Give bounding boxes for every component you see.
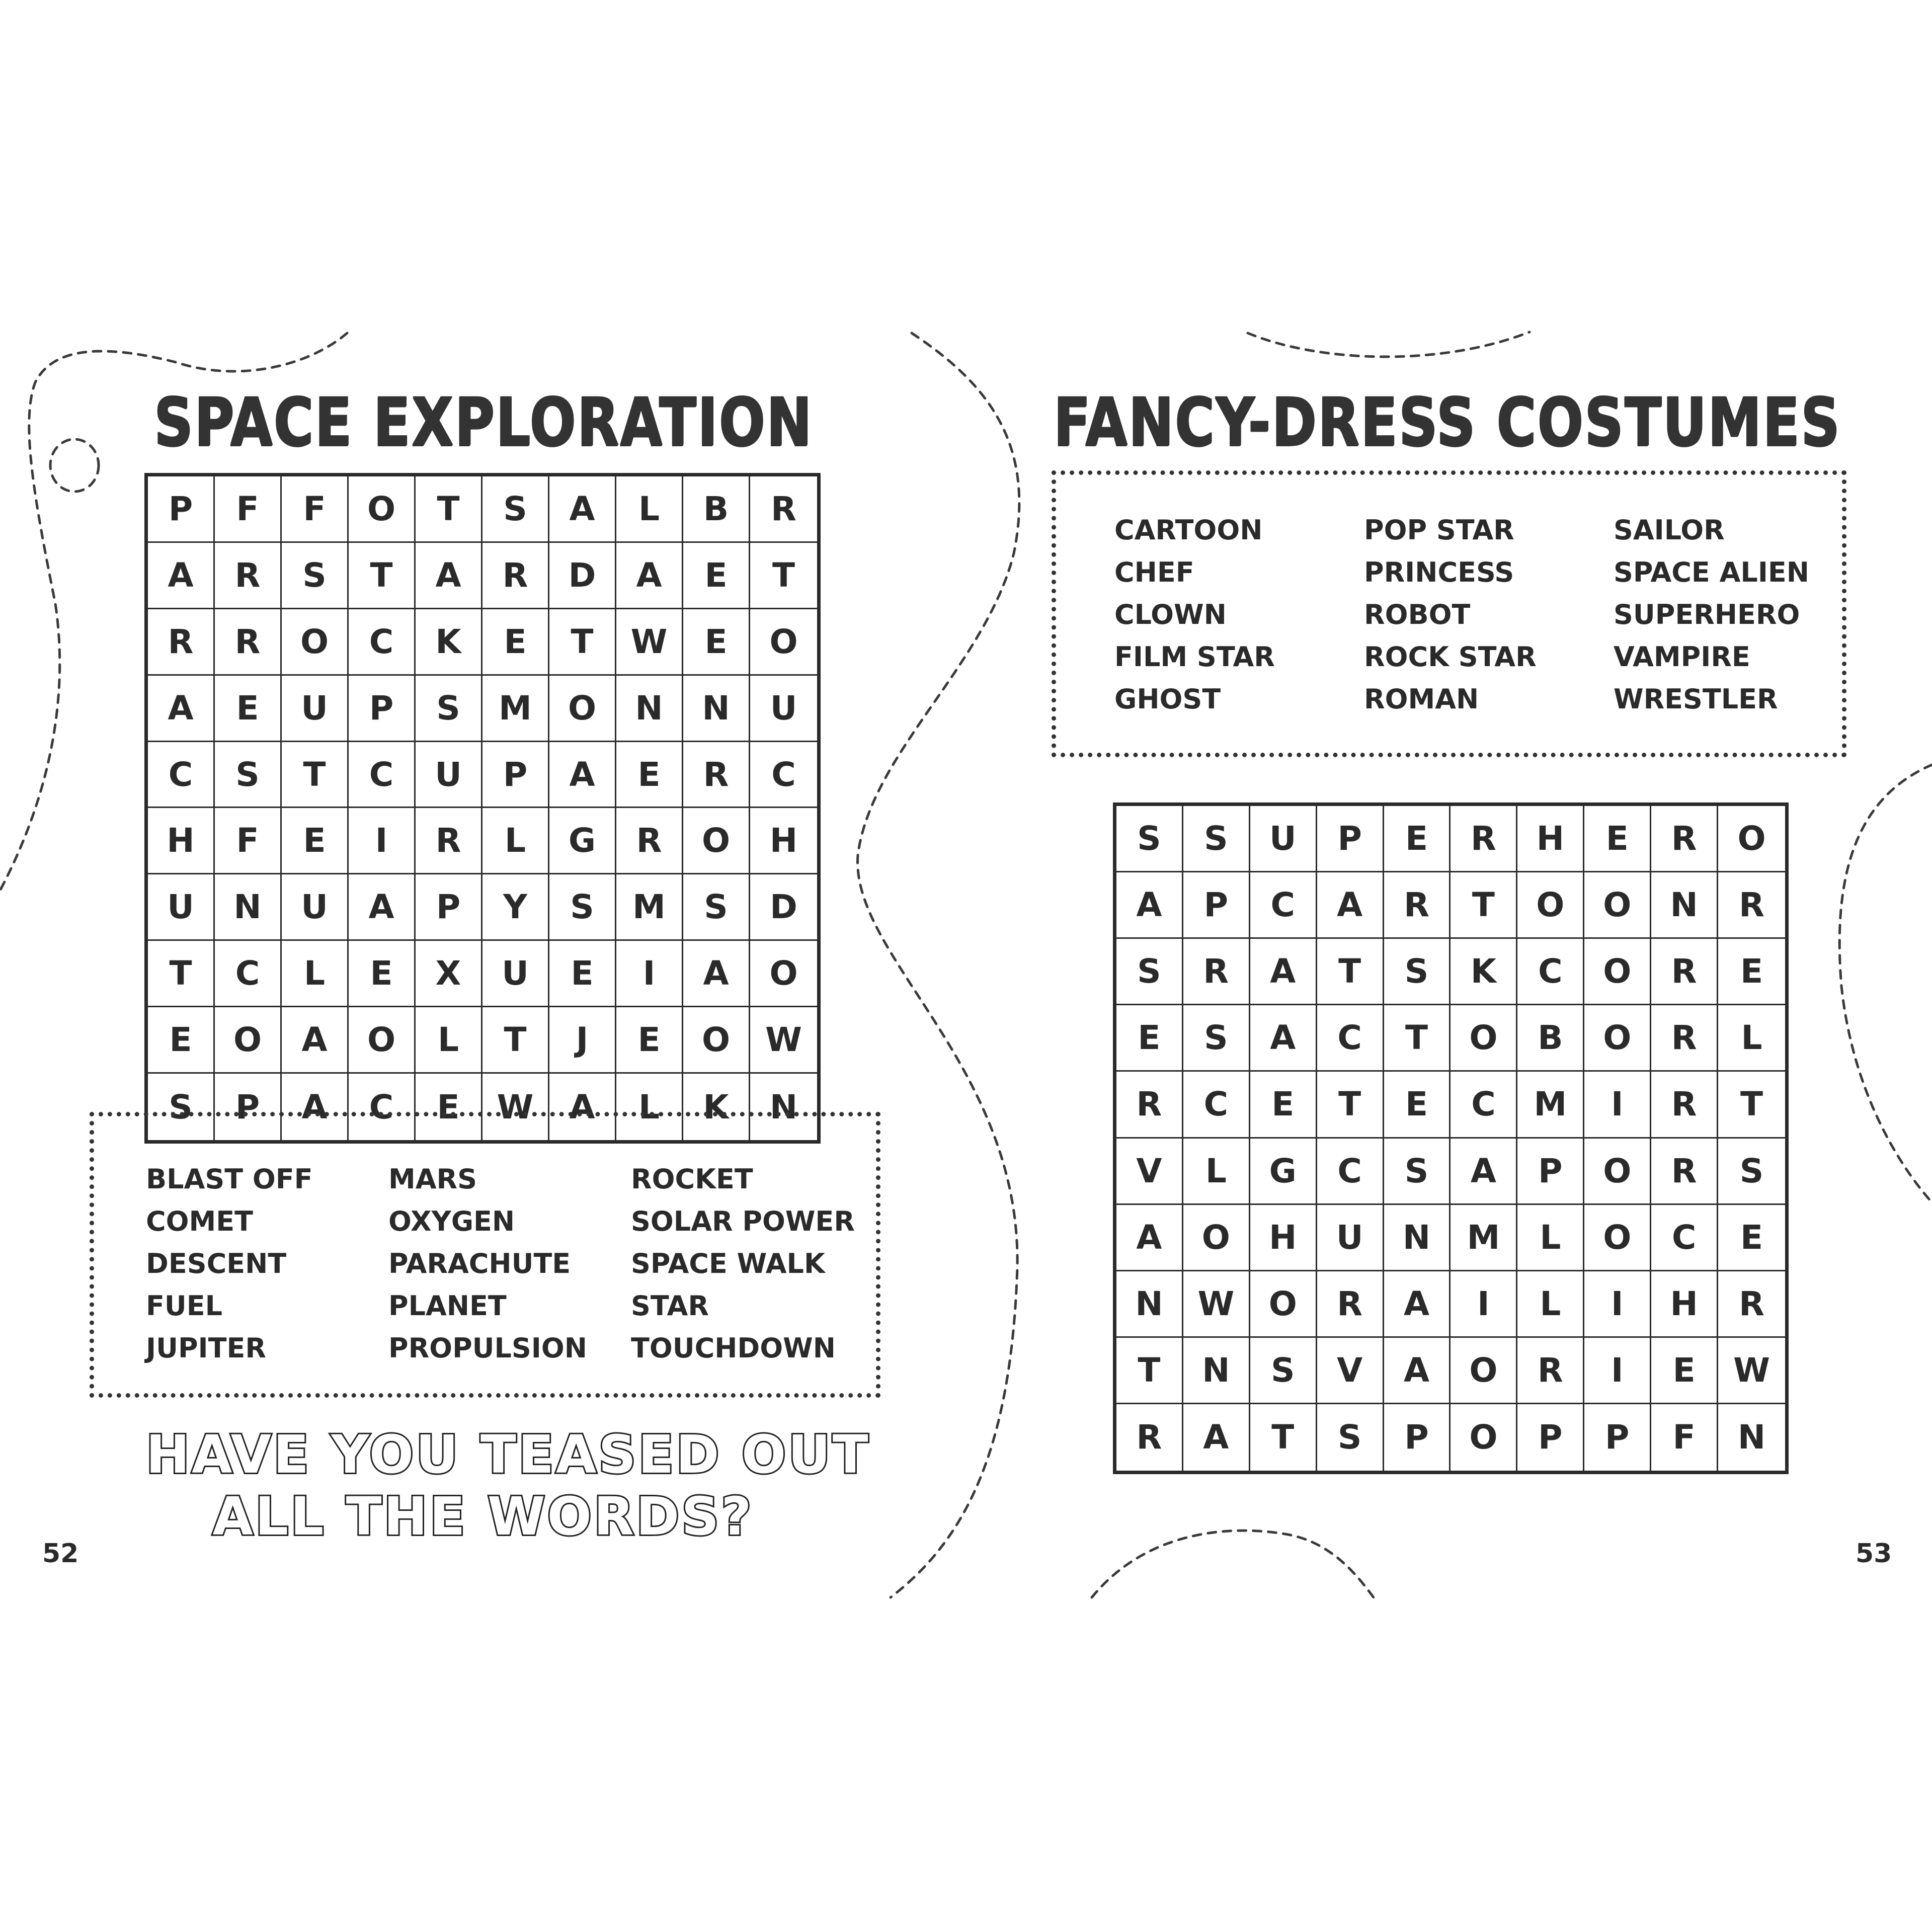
grid-cell: S	[1183, 1005, 1250, 1072]
grid-cell: A	[1183, 1404, 1250, 1471]
grid-cell: O	[1584, 1139, 1651, 1205]
grid-cell: N	[215, 874, 282, 941]
page-number-left: 52	[42, 1539, 79, 1569]
grid-cell: O	[1250, 1271, 1317, 1338]
grid-cell: L	[1718, 1005, 1785, 1072]
grid-cell: E	[148, 1007, 215, 1074]
grid-cell: O	[215, 1007, 282, 1074]
grid-cell: L	[616, 476, 683, 543]
word-list-item: STAR	[631, 1290, 709, 1322]
grid-cell: L	[482, 808, 549, 874]
grid-cell: M	[482, 676, 549, 742]
grid-cell: E	[416, 1074, 482, 1140]
word-list-item: SOLAR POWER	[631, 1205, 855, 1237]
grid-cell: E	[349, 941, 416, 1007]
grid-cell: A	[148, 543, 215, 609]
grid-cell: D	[750, 874, 817, 941]
grid-cell: H	[750, 808, 817, 874]
grid-cell: C	[1250, 872, 1317, 939]
grid-cell: A	[616, 543, 683, 609]
grid-cell: U	[1317, 1205, 1384, 1271]
grid-cell: T	[1250, 1404, 1317, 1471]
grid-cell: S	[683, 874, 750, 941]
grid-cell: I	[1584, 1338, 1651, 1404]
space-exploration-title: SPACE EXPLORATION	[153, 383, 813, 461]
grid-cell: S	[1384, 939, 1451, 1005]
grid-cell: T	[1116, 1338, 1183, 1404]
grid-cell: E	[1116, 1005, 1183, 1072]
grid-cell: I	[1451, 1271, 1517, 1338]
grid-cell: A	[349, 874, 416, 941]
grid-cell: S	[1718, 1139, 1785, 1205]
grid-cell: O	[683, 808, 750, 874]
grid-cell: E	[482, 609, 549, 676]
grid-cell: N	[1651, 872, 1718, 939]
grid-cell: N	[1737, 1418, 1766, 1457]
grid-cell: P	[1584, 1404, 1651, 1471]
grid-cell: E	[1651, 1338, 1718, 1404]
grid-cell: B	[1517, 1005, 1584, 1072]
grid-cell: T	[1451, 872, 1517, 939]
grid-cell: T	[750, 543, 817, 609]
grid-cell: L	[1517, 1205, 1584, 1271]
grid-cell: U	[282, 676, 349, 742]
grid-cell: G	[549, 808, 616, 874]
word-list-item: DESCENT	[146, 1248, 287, 1279]
grid-cell: F	[1651, 1404, 1718, 1471]
grid-cell: M	[1451, 1205, 1517, 1271]
grid-cell: O	[1584, 1205, 1651, 1271]
space-exploration-word-list	[146, 1158, 873, 1370]
grid-cell: F	[215, 808, 282, 874]
grid-cell: W	[1718, 1338, 1785, 1404]
grid-cell: T	[1718, 1072, 1785, 1138]
grid-cell: L	[1183, 1139, 1250, 1205]
grid-cell: A	[1116, 872, 1183, 939]
grid-cell: G	[1250, 1139, 1317, 1205]
grid-cell: O	[1183, 1205, 1250, 1271]
grid-cell: I	[1584, 1072, 1651, 1138]
grid-cell: S	[482, 476, 549, 543]
grid-cell: C	[1517, 939, 1584, 1005]
grid-cell: H	[1250, 1205, 1317, 1271]
grid-cell: O	[1451, 1338, 1517, 1404]
grid-cell: C	[1317, 1005, 1384, 1072]
grid-cell: I	[616, 941, 683, 1007]
word-list-item: ROMAN	[1364, 683, 1479, 715]
grid-cell: P	[1517, 1404, 1584, 1471]
grid-cell: R	[1451, 806, 1517, 872]
grid-cell: U	[148, 874, 215, 941]
word-list-item: WRESTLER	[1614, 683, 1778, 715]
grid-cell: A	[1250, 1005, 1317, 1072]
word-list-item: PARACHUTE	[388, 1248, 571, 1279]
grid-cell: A	[1116, 1205, 1183, 1271]
grid-cell: R	[1651, 939, 1718, 1005]
grid-cell: O	[349, 1007, 416, 1074]
grid-cell: R	[482, 543, 549, 609]
space-exploration-wordsearch-grid	[144, 473, 821, 1144]
grid-cell: I	[349, 808, 416, 874]
grid-cell: T	[1384, 1005, 1451, 1072]
word-list-item: VAMPIRE	[1614, 641, 1750, 673]
grid-cell: O	[1584, 939, 1651, 1005]
grid-cell: U	[282, 874, 349, 941]
fancy-dress-wordsearch-grid	[1113, 802, 1789, 1474]
grid-cell: A	[1384, 1271, 1451, 1338]
word-list-item: ROCK STAR	[1364, 641, 1537, 673]
grid-cell: N	[1183, 1338, 1250, 1404]
grid-cell: L	[1517, 1271, 1584, 1338]
grid-cell: E	[616, 742, 683, 809]
grid-cell: L	[616, 1074, 683, 1140]
word-list-item: SPACE ALIEN	[1614, 556, 1809, 588]
grid-cell: R	[1651, 1139, 1718, 1205]
grid-cell: R	[1116, 1072, 1183, 1138]
grid-cell: O	[1451, 1404, 1517, 1471]
grid-cell: P	[148, 476, 215, 543]
word-list-item: PLANET	[388, 1290, 507, 1322]
grid-cell: S	[1116, 806, 1183, 872]
grid-cell: N	[616, 676, 683, 742]
grid-cell: A	[282, 1007, 349, 1074]
grid-cell: T	[549, 609, 616, 676]
grid-cell: R	[1718, 872, 1785, 939]
grid-cell: O	[750, 609, 817, 676]
grid-cell: M	[616, 874, 683, 941]
word-list-item: TOUCHDOWN	[631, 1332, 836, 1364]
grid-cell: S	[1317, 1404, 1384, 1471]
grid-cell: L	[416, 1007, 482, 1074]
grid-cell: O	[349, 476, 416, 543]
grid-cell: W	[616, 609, 683, 676]
grid-cell: W	[482, 1074, 549, 1140]
word-list-item: FUEL	[146, 1290, 223, 1322]
grid-cell: K	[683, 1074, 750, 1140]
grid-cell: E	[549, 941, 616, 1007]
grid-cell: S	[1250, 1338, 1317, 1404]
grid-cell: O	[1584, 1005, 1651, 1072]
grid-cell: T	[416, 476, 482, 543]
grid-cell: E	[1718, 939, 1785, 1005]
grid-cell: E	[215, 676, 282, 742]
grid-cell: A	[282, 1074, 349, 1140]
word-list-item: ROBOT	[1364, 599, 1471, 630]
grid-cell: A	[1451, 1139, 1517, 1205]
grid-cell: W	[750, 1007, 817, 1074]
grid-cell: R	[683, 742, 750, 809]
grid-cell: A	[1250, 939, 1317, 1005]
grid-cell: E	[1384, 1072, 1451, 1138]
word-list-item: GHOST	[1114, 683, 1221, 715]
grid-cell: C	[215, 941, 282, 1007]
grid-cell: E	[683, 609, 750, 676]
grid-cell: A	[549, 742, 616, 809]
grid-cell: A	[683, 941, 750, 1007]
grid-cell: E	[616, 1007, 683, 1074]
grid-cell: A	[148, 676, 215, 742]
grid-cell: J	[549, 1007, 616, 1074]
grid-cell: V	[1317, 1338, 1384, 1404]
grid-cell: R	[1651, 806, 1718, 872]
grid-cell: O	[1451, 1005, 1517, 1072]
grid-cell: O	[1718, 806, 1785, 872]
grid-cell: F	[215, 476, 282, 543]
grid-cell: C	[1183, 1072, 1250, 1138]
word-list-item: ROCKET	[631, 1163, 753, 1195]
grid-cell: I	[1584, 1271, 1651, 1338]
grid-cell: E	[1384, 806, 1451, 872]
grid-cell: H	[1651, 1271, 1718, 1338]
grid-cell: A	[416, 543, 482, 609]
grid-cell: L	[282, 941, 349, 1007]
grid-cell: R	[1651, 1005, 1718, 1072]
grid-cell: D	[549, 543, 616, 609]
grid-cell: P	[1384, 1404, 1451, 1471]
grid-cell: S	[148, 1074, 215, 1140]
grid-cell: T	[482, 1007, 549, 1074]
tagline	[146, 1424, 870, 1547]
grid-cell: F	[282, 476, 349, 543]
grid-cell: T	[282, 742, 349, 809]
grid-cell: T	[148, 941, 215, 1007]
grid-cell: K	[416, 609, 482, 676]
grid-cell: R	[1384, 872, 1451, 939]
dashed-curve-center-divider	[858, 333, 1019, 1597]
grid-cell: N	[769, 1087, 798, 1126]
grid-cell: T	[349, 543, 416, 609]
word-list-item: FILM STAR	[1114, 641, 1275, 673]
grid-cell: U	[482, 941, 549, 1007]
word-list-item: COMET	[146, 1205, 253, 1237]
grid-cell: R	[616, 808, 683, 874]
grid-cell: E	[683, 543, 750, 609]
grid-cell: U	[750, 676, 817, 742]
grid-cell: V	[1116, 1139, 1183, 1205]
fancy-dress-costumes-title: FANCY-DRESS COSTUMES	[1053, 383, 1840, 461]
grid-cell: E	[282, 808, 349, 874]
grid-cell: R	[1183, 939, 1250, 1005]
grid-cell: K	[1451, 939, 1517, 1005]
grid-cell: C	[349, 1074, 416, 1140]
grid-cell: S	[549, 874, 616, 941]
grid-cell: M	[1517, 1072, 1584, 1138]
grid-cell: R	[215, 609, 282, 676]
fancy-dress-word-list	[1114, 509, 1863, 720]
grid-cell: N	[683, 676, 750, 742]
grid-cell: E	[1718, 1205, 1785, 1271]
grid-cell: W	[1183, 1271, 1250, 1338]
grid-cell: A	[1317, 872, 1384, 939]
grid-cell: Y	[482, 874, 549, 941]
grid-cell: P	[1517, 1139, 1584, 1205]
word-list-item: PROPULSION	[388, 1332, 587, 1364]
grid-cell: X	[416, 941, 482, 1007]
grid-cell: S	[1183, 806, 1250, 872]
grid-cell: P	[482, 742, 549, 809]
page-number-right: 53	[1856, 1539, 1892, 1569]
grid-cell: C	[1317, 1139, 1384, 1205]
grid-cell: R	[1317, 1271, 1384, 1338]
grid-cell: U	[416, 742, 482, 809]
word-list-item: SAILOR	[1614, 514, 1725, 546]
grid-cell: S	[282, 543, 349, 609]
grid-cell: O	[1584, 872, 1651, 939]
grid-cell: P	[1317, 806, 1384, 872]
grid-cell: O	[282, 609, 349, 676]
grid-cell: R	[416, 808, 482, 874]
grid-cell: C	[1451, 1072, 1517, 1138]
grid-cell: R	[1651, 1072, 1718, 1138]
grid-cell: U	[1250, 806, 1317, 872]
grid-cell: R	[1517, 1338, 1584, 1404]
tagline-line-1: HAVE YOU TEASED OUT	[146, 1424, 870, 1485]
grid-cell: A	[1384, 1338, 1451, 1404]
grid-cell: O	[683, 1007, 750, 1074]
word-list-item: CARTOON	[1114, 514, 1263, 546]
grid-cell: S	[416, 676, 482, 742]
word-list-item: PRINCESS	[1364, 556, 1514, 588]
grid-cell: A	[549, 1074, 616, 1140]
grid-cell: O	[1517, 872, 1584, 939]
word-list-item: OXYGEN	[388, 1205, 515, 1237]
grid-cell: R	[215, 543, 282, 609]
grid-cell: N	[1116, 1271, 1183, 1338]
grid-cell: R	[148, 609, 215, 676]
word-list-item: POP STAR	[1364, 514, 1514, 546]
word-list-item: CHEF	[1114, 556, 1194, 588]
dashed-loop-top-left	[50, 439, 99, 492]
grid-cell: O	[750, 941, 817, 1007]
grid-cell: P	[1183, 872, 1250, 939]
grid-cell: T	[1317, 1072, 1384, 1138]
grid-cell: H	[148, 808, 215, 874]
grid-cell: E	[1250, 1072, 1317, 1138]
tagline-line-2: ALL THE WORDS?	[212, 1485, 754, 1547]
grid-cell: C	[148, 742, 215, 809]
grid-cell: P	[215, 1074, 282, 1140]
grid-cell: C	[1651, 1205, 1718, 1271]
word-list-item: SPACE WALK	[631, 1248, 825, 1279]
dashed-curve-top-right	[1248, 332, 1530, 357]
word-list-item: SUPERHERO	[1614, 599, 1800, 630]
grid-cell: H	[1517, 806, 1584, 872]
grid-cell: S	[215, 742, 282, 809]
grid-cell: O	[549, 676, 616, 742]
grid-cell: P	[349, 676, 416, 742]
grid-cell: N	[1384, 1205, 1451, 1271]
grid-cell: A	[549, 476, 616, 543]
grid-cell: S	[1384, 1139, 1451, 1205]
word-list-item: MARS	[388, 1163, 477, 1195]
grid-cell: C	[750, 742, 817, 809]
grid-cell: C	[349, 742, 416, 809]
grid-cell: R	[1718, 1271, 1785, 1338]
grid-cell: R	[1116, 1404, 1183, 1471]
grid-cell: P	[416, 874, 482, 941]
dashed-curve-right-edge	[1839, 765, 1932, 1202]
word-list-item: CLOWN	[1114, 599, 1227, 630]
dashed-curve-bottom-middle	[1092, 1531, 1374, 1597]
grid-cell: S	[1116, 939, 1183, 1005]
grid-cell: T	[1317, 939, 1384, 1005]
word-list-item: BLAST OFF	[146, 1163, 313, 1195]
grid-cell: C	[349, 609, 416, 676]
grid-cell: R	[750, 476, 817, 543]
grid-cell: B	[683, 476, 750, 543]
grid-cell: E	[1584, 806, 1651, 872]
word-list-item: JUPITER	[146, 1332, 266, 1364]
